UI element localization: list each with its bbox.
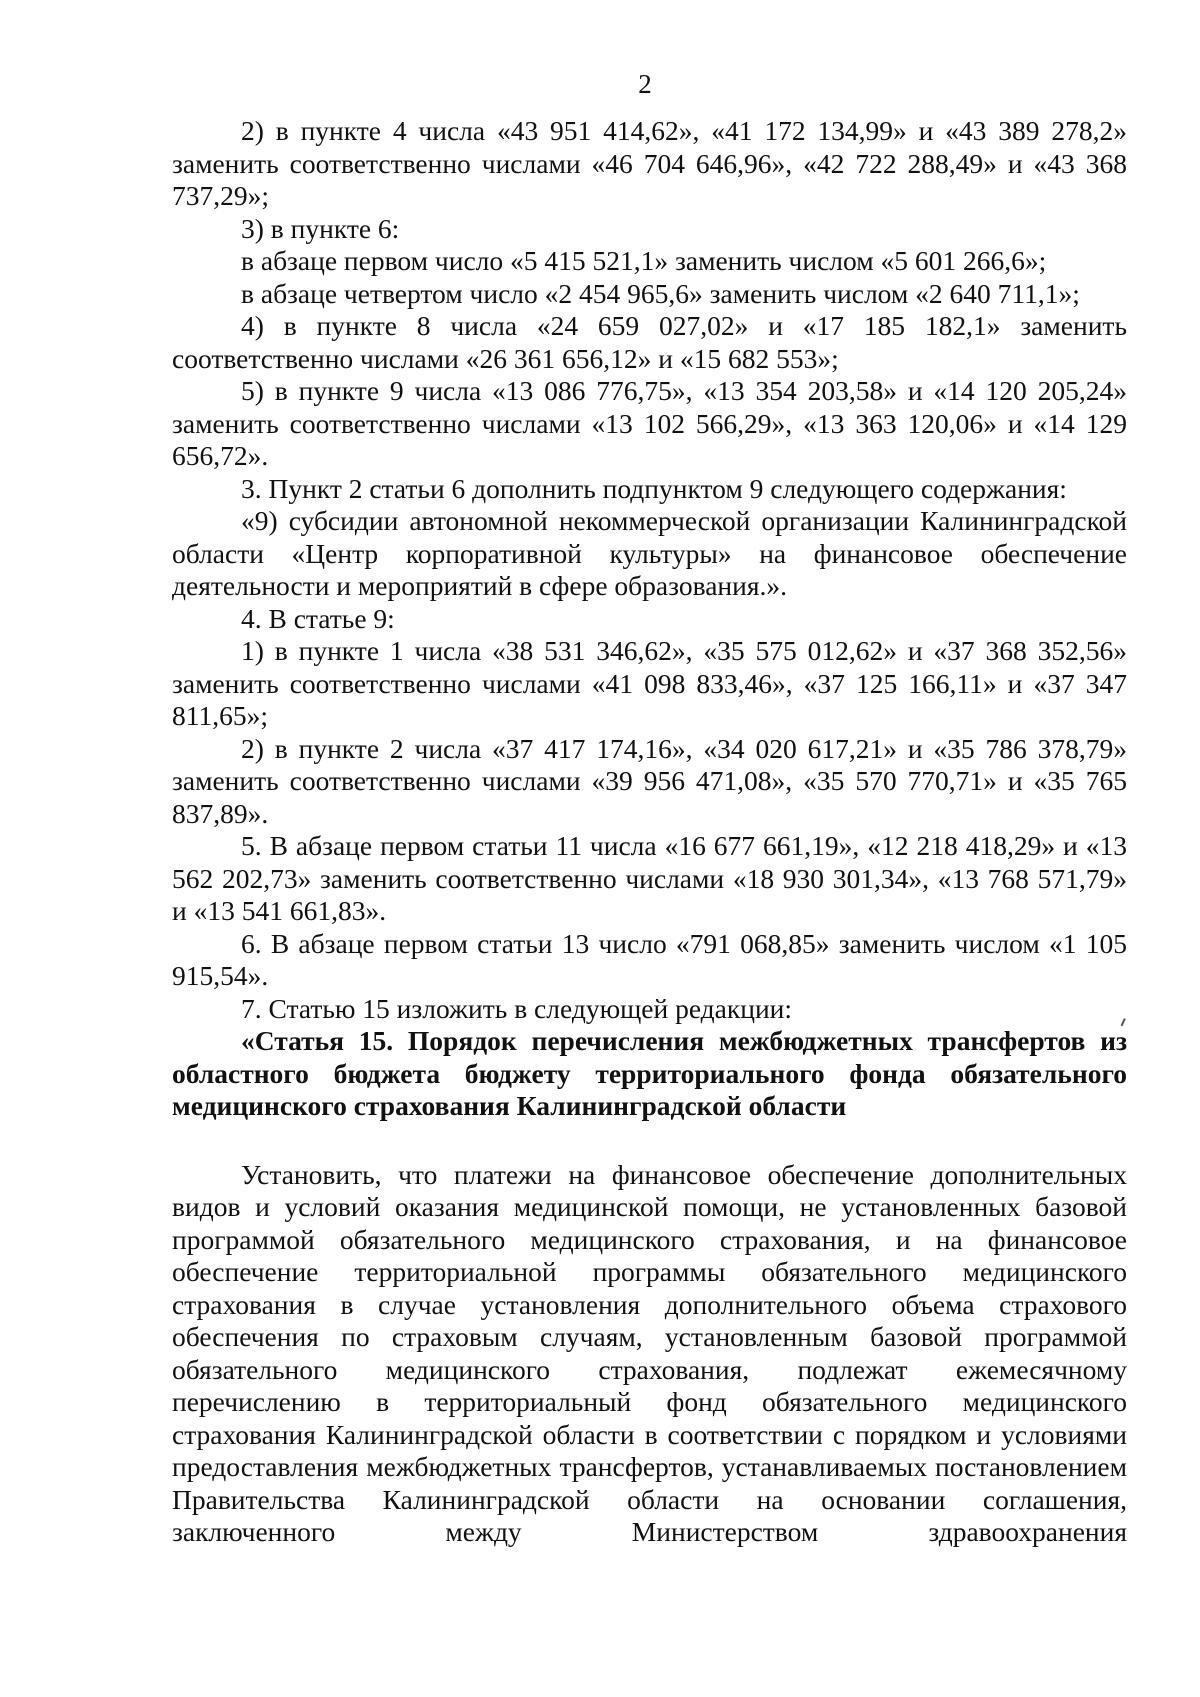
paragraph-item-5-point-9: 5) в пункте 9 числа «13 086 776,75», «13 354 203,58» и «14 120 205,24» заменить соответственно числами «13 102 566,29», «13 363 120,06» и «14 129 656,72». — [172, 375, 1127, 471]
spacer — [172, 1123, 1127, 1159]
paragraph-article-9-item-1: 1) в пункте 1 числа «38 531 346,62», «35 575 012,62» и «37 368 352,56» заменить соответственно числами «41 098 833,46», «37 125 166,11» и «37 347 811,65»; — [172, 635, 1127, 731]
paragraph-section-7: 7. Статью 15 изложить в следующей редакции: — [241, 992, 793, 1024]
document-body — [172, 115, 1127, 1549]
paragraph-item-2-point-4: 2) в пункте 4 числа «43 951 414,62», «41 172 134,99» и «43 389 278,2» заменить соответственно числами «46 704 646,96», «42 722 288,49» и «43 368 737,29»; — [172, 115, 1127, 211]
paragraph-fourth-abzac: в абзаце четвертом число «2 454 965,6» заменить числом «2 640 711,1»; — [241, 277, 1080, 309]
paragraph-section-6: 6. В абзаце первом статьи 13 число «791 068,85» заменить числом «1 105 915,54». — [172, 927, 1127, 991]
paragraph-section-5: 5. В абзаце первом статьи 11 числа «16 677 661,19», «12 218 418,29» и «13 562 202,73» заменить соответственно числами «18 930 301,34», «13 768 571,79» и «13 541 661,83». — [172, 830, 1127, 926]
paragraph-article-9-item-2: 2) в пункте 2 числа «37 417 174,16», «34 020 617,21» и «35 786 378,79» заменить соответственно числами «39 956 471,08», «35 570 770,71» и «35 765 837,89». — [172, 732, 1127, 829]
page-number: 2 — [638, 69, 652, 99]
paragraph-subsidy-9: «9) субсидии автономной некоммерческой организации Калининградской области «Центр корпоративной культуры» на финансовое обеспечение деятельности и мероприятий в сфере образования.». — [172, 505, 1127, 601]
paragraph-item-4-point-8: 4) в пункте 8 числа «24 659 027,02» и «17 185 182,1» заменить соответственно числами «26 361 656,12» и «15 682 553»; — [172, 310, 1127, 374]
paragraph-item-3-point-6: 3) в пункте 6: — [241, 212, 400, 244]
paragraph-first-abzac: в абзаце первом число «5 415 521,1» заменить числом «5 601 266,6»; — [241, 245, 1047, 276]
article-15-body: Установить, что платежи на финансовое обеспечение дополнительных видов и условий оказания медицинской помощи, не установленных базовой программой обязательного медицинского страхования, и на финансовое обеспечение территориальной программы обязательного медицинского страхования в случае установления дополнительного объема страхового обеспечения по страховым случаям, установленным базовой программой обязательного медицинского страхования, подлежат ежемесячному перечислению в территориальный фонд обязательного медицинского страхования Калининградской области в соответствии с порядком и условиями предоставления межбюджетных трансфертов, устанавливаемых постановлением Правительства Калининградской области на основании соглашения, заключенного между Министерством здравоохранения — [172, 1158, 1127, 1547]
article-15-title: «Статья 15. Порядок перечисления межбюджетных трансфертов из областного бюджета бюджету территориального фонда обязательного медицинского страхования Калининградской области — [172, 1025, 1127, 1121]
paragraph-section-4: 4. В статье 9: — [241, 602, 395, 634]
scan-speck — [1121, 1018, 1130, 1028]
paragraph-section-3: 3. Пункт 2 статьи 6 дополнить подпунктом 9 следующего содержания: — [241, 472, 1067, 504]
